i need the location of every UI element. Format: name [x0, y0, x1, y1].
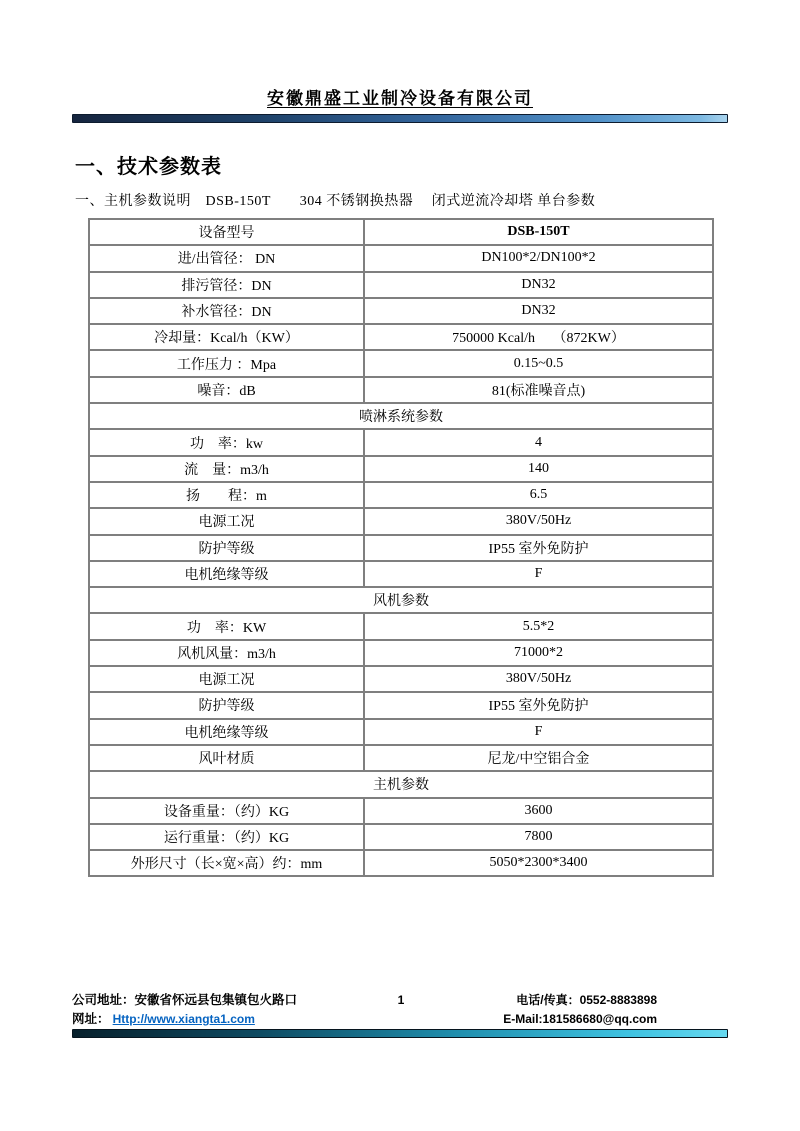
param-value-cell: IP55 室外免防护	[364, 692, 713, 718]
table-row	[89, 324, 713, 350]
param-label-cell: 防护等级	[89, 692, 364, 718]
param-value-cell: F	[364, 561, 713, 587]
param-label-cell: 运行重量：（约）KG	[89, 824, 364, 850]
param-label-cell: 电源工况	[89, 508, 364, 534]
section-row	[89, 403, 713, 429]
table-row	[89, 245, 713, 271]
param-value-cell: DN100*2/DN100*2	[364, 245, 713, 271]
section-row	[89, 587, 713, 613]
param-value-cell: DSB-150T	[364, 219, 713, 245]
company-title	[0, 0, 800, 109]
table-row	[89, 850, 713, 876]
table-row	[89, 350, 713, 376]
param-label-cell: 工作压力 ：Mpa	[89, 350, 364, 376]
footer-row-2	[72, 1010, 730, 1029]
param-value-cell: DN32	[364, 298, 713, 324]
table-row	[89, 824, 713, 850]
param-value-cell: 0.15~0.5	[364, 350, 713, 376]
table-row	[89, 719, 713, 745]
param-value-cell: 71000*2	[364, 640, 713, 666]
header-divider-bar	[72, 114, 728, 123]
param-label-cell: 风机风量：m3/h	[89, 640, 364, 666]
company-address: 公司地址：安徽省怀远县包集镇包火路口	[72, 993, 298, 1007]
param-value-cell: F	[364, 719, 713, 745]
param-label-cell: 电机绝缘等级	[89, 719, 364, 745]
section-title-cell: 喷淋系统参数	[89, 403, 713, 429]
table-subtitle: 一、主机参数说明 DSB-150T 304 不锈钢换热器 闭式逆流冷却塔 单台参数	[75, 194, 596, 209]
param-label-cell: 噪音：dB	[89, 377, 364, 403]
param-label-cell: 设备重量：（约）KG	[89, 798, 364, 824]
website-link[interactable]: Http://www.xiangta1.com	[112, 1012, 255, 1026]
spec-table-body	[89, 219, 713, 876]
table-row	[89, 298, 713, 324]
website-label: 网址：	[72, 1012, 110, 1026]
param-label-cell: 冷却量：Kcal/h（KW）	[89, 324, 364, 350]
table-row	[89, 561, 713, 587]
footer-row-1	[72, 991, 730, 1010]
param-value-cell: 5.5*2	[364, 613, 713, 639]
table-row	[89, 640, 713, 666]
param-value-cell: 140	[364, 456, 713, 482]
section-row	[89, 771, 713, 797]
page-footer	[72, 991, 730, 1029]
param-label-cell: 扬 程：m	[89, 482, 364, 508]
page-title: 一、技术参数表	[75, 156, 222, 178]
param-value-cell: 380V/50Hz	[364, 666, 713, 692]
param-label-cell: 设备型号	[89, 219, 364, 245]
footer-divider-bar	[72, 1029, 728, 1038]
param-value-cell: 750000 Kcal/h （872KW）	[364, 324, 713, 350]
section-title-cell: 主机参数	[89, 771, 713, 797]
table-row	[89, 456, 713, 482]
param-value-cell: 5050*2300*3400	[364, 850, 713, 876]
section-title-cell: 风机参数	[89, 587, 713, 613]
param-label-cell: 风叶材质	[89, 745, 364, 771]
table-row	[89, 745, 713, 771]
param-value-cell: 3600	[364, 798, 713, 824]
website-line	[72, 1010, 391, 1029]
param-label-cell: 防护等级	[89, 535, 364, 561]
phone-fax: 电话/传真：0552-8883898	[516, 993, 657, 1007]
param-value-cell: 380V/50Hz	[364, 508, 713, 534]
table-row	[89, 666, 713, 692]
param-value-cell: DN32	[364, 272, 713, 298]
param-value-cell: 6.5	[364, 482, 713, 508]
param-value-cell: 7800	[364, 824, 713, 850]
param-value-cell: IP55 室外免防护	[364, 535, 713, 561]
table-row	[89, 377, 713, 403]
table-row	[89, 482, 713, 508]
table-row	[89, 798, 713, 824]
param-label-cell: 功 率：kw	[89, 429, 364, 455]
param-label-cell: 功 率：KW	[89, 613, 364, 639]
param-label-cell: 外形尺寸（长×宽×高）约：mm	[89, 850, 364, 876]
param-value-cell: 尼龙/中空铝合金	[364, 745, 713, 771]
company-title-text: 安徽鼎盛工业制冷设备有限公司	[267, 89, 533, 108]
table-row	[89, 219, 713, 245]
page-number: 1	[397, 993, 405, 1007]
table-row	[89, 508, 713, 534]
spec-table	[88, 218, 714, 877]
param-label-cell: 流 量：m3/h	[89, 456, 364, 482]
table-row	[89, 272, 713, 298]
param-label-cell: 电源工况	[89, 666, 364, 692]
table-row	[89, 613, 713, 639]
table-row	[89, 692, 713, 718]
param-label-cell: 电机绝缘等级	[89, 561, 364, 587]
email-address: E-Mail:181586680@qq.com	[503, 1012, 657, 1026]
param-label-cell: 排污管径：DN	[89, 272, 364, 298]
param-value-cell: 81(标准噪音点)	[364, 377, 713, 403]
param-value-cell: 4	[364, 429, 713, 455]
param-label-cell: 补水管径：DN	[89, 298, 364, 324]
param-label-cell: 进/出管径： DN	[89, 245, 364, 271]
table-row	[89, 535, 713, 561]
table-row	[89, 429, 713, 455]
